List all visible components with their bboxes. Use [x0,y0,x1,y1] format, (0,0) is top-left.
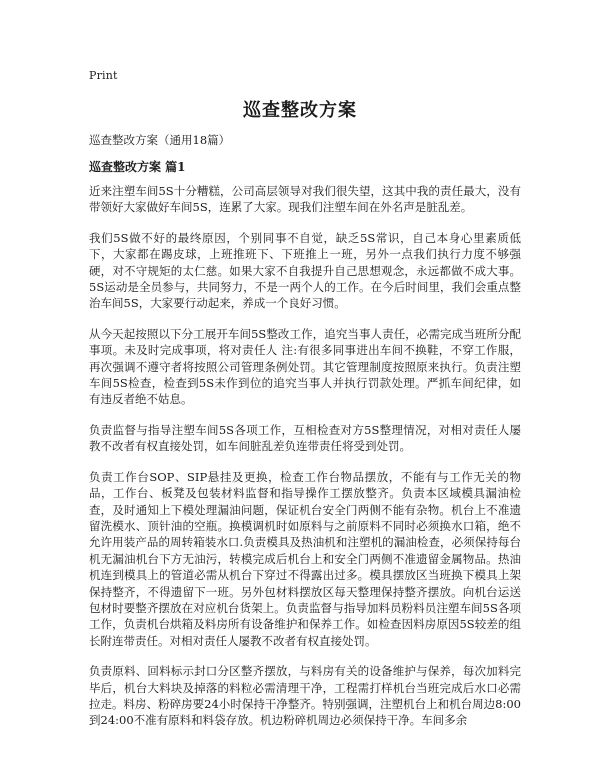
paragraph: 从今天起按照以下分工展开车间5S整改工作，追究当事人责任，必需完成当班所分配事项。未及时完成事项，将对责任人 注:有很多同事进出车间不换鞋，不穿工作服，再次强调不遵守者将按照公司管理条例处罚。其它管理制度按照原来执行。负责注塑车间5S检查，检查到5S未作到位的追究当事人并执行罚款处理。严抓车间纪律，如有违反者绝不姑息。 [89,326,521,407]
document-body [89,183,521,743]
document-subtitle: 巡查整改方案（通用18篇） [89,133,231,147]
page-title: 巡查整改方案 [243,100,357,121]
paragraph: 负责原料、回料标示封口分区整齐摆放，与料房有关的设备维护与保养，每次加料完毕后，机台大料块及掉落的料粒必需清理干净，工程需打样机台当班完成后水口必需拉走。料房、粉碎房要24小时保持干净整齐。特别强调，注塑机台上和机台周边8:00到24:00不准有原料和料袋存放。机边粉碎机周边必须保持干净。车间多余 [89,664,521,728]
section-heading: 巡查整改方案 篇1 [89,160,186,174]
paragraph: 近来注塑车间5S十分糟糕，公司高层领导对我们很失望，这其中我的责任最大，没有带领好大家做好车间5S，连累了大家。现我们注塑车间在外名声是脏乱差。 [89,184,521,215]
paragraph: 负责监督与指导注塑车间5S各项工作，互相检查对方5S整理情况，对相对责任人屡教不改者有权直接处罚，如车间脏乱差负连带责任将受到处罚。 [89,422,521,454]
paragraph: 我们5S做不好的最终原因，个别同事不自觉，缺乏5S常识，自己本身心里素质低下，大家都在踢皮球，上班推班下、下班推上一班，另外一点我们执行力度不够强硬，对不守规矩的太仁慈。如果大家不自我提升自己思想观念，永远都做不成大事。5S运动是全员参与，共同努力，不是一两个人的工作。在今后时间里，我们会重点整治车间5S，大家要行动起来，养成一个良好习惯。 [89,230,521,311]
paragraph: 负责工作台SOP、SIP悬挂及更换，检查工作台物品摆放，不能有与工作无关的物品，工作台、板凳及包装材料监督和指导操作工摆放整齐。负责本区域模具漏油检查，及时通知上下模处理漏油问题，保证机台安全门两侧不能有杂物。机台上不准遗留洗模水、顶针油的空瓶。换模调机时如原料与之前原料不同时必须换水口箱，绝不允许用装产品的周转箱装水口.负责模具及热油机和注塑机的漏油检查，必须保持每台机无漏油机台下方无油污，转模完成后机台上和安全门两侧不准遗留金属物品。热油机连到模具上的管道必需从机台下穿过不得露出过多。模具摆放区当班换下模具上架保持整齐，不得遗留下一班。另外包材料摆放区每天整理保持整齐摆放。向机台运送包材时要整齐摆放在对应机台货架上。负责监督与指导加料员粉料员注塑车间5S各项工作，负责机台烘箱及料房所有设备维护和保养工作。如检查因料房原因5S较差的组长附连带责任。对相对责任人屡教不改者有权直接处罚。 [89,469,521,648]
print-link[interactable]: Print [89,69,118,82]
